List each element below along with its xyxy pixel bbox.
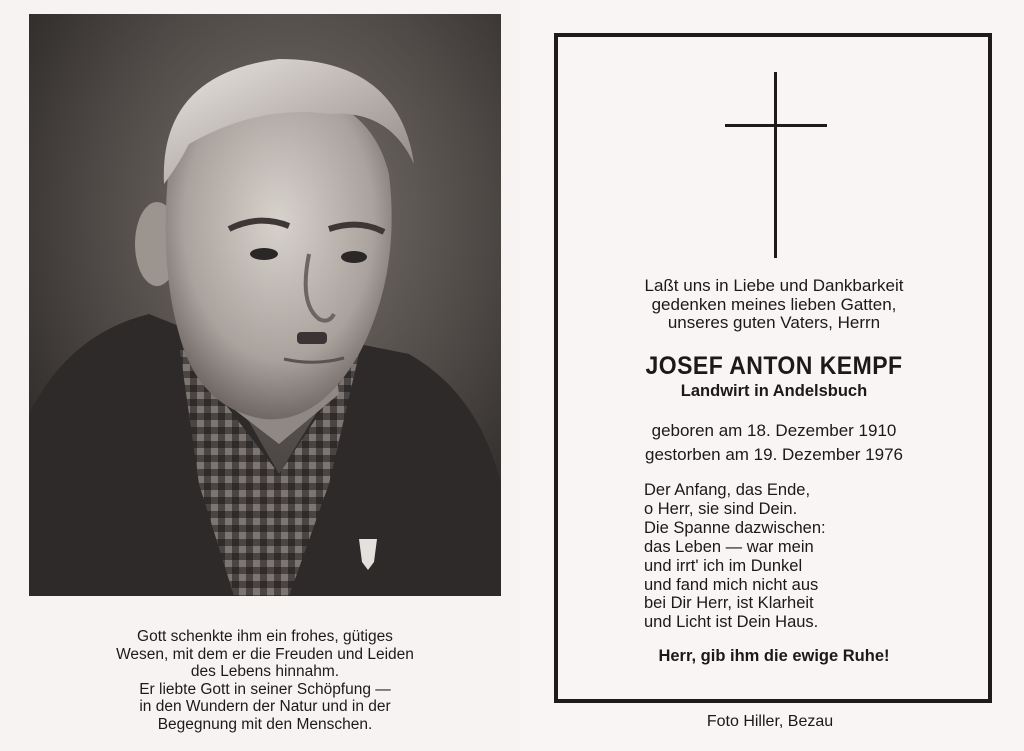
cross-icon-vertical: [774, 72, 777, 258]
intro-text: [574, 277, 974, 333]
tribute-line: Er liebte Gott in seiner Schöpfung —: [139, 680, 391, 698]
life-dates: [574, 419, 974, 467]
portrait-photo: [29, 14, 501, 596]
poem-line: o Herr, sie sind Dein.: [644, 499, 798, 518]
prayer-line: Herr, gib ihm die ewige Ruhe!: [658, 647, 890, 665]
poem-line: das Leben — war mein: [644, 537, 814, 556]
tribute-line: des Lebens hinnahm.: [190, 663, 340, 681]
poem-line: und irrt' ich im Dunkel: [644, 556, 803, 575]
tribute-line: in den Wundern der Natur und in der: [139, 698, 391, 716]
occupation: Landwirt in Andelsbuch: [680, 382, 868, 400]
photographer-credit: Foto Hiller, Bezau: [706, 713, 834, 730]
portrait-illustration: [29, 14, 501, 596]
poem: [644, 481, 894, 632]
tribute-text: [40, 628, 490, 734]
intro-line: unseres guten Vaters, Herrn: [667, 313, 881, 332]
poem-line: Der Anfang, das Ende,: [644, 481, 811, 499]
poem-line: und fand mich nicht aus: [644, 575, 819, 594]
deceased-name: JOSEF ANTON KEMPF: [645, 352, 903, 380]
tribute-line: Begegnung mit den Menschen.: [157, 715, 373, 733]
death-date: gestorben am 19. Dezember 1976: [645, 445, 903, 464]
poem-line: bei Dir Herr, ist Klarheit: [644, 594, 814, 613]
cross-icon-horizontal: [725, 124, 827, 127]
tribute-line: Wesen, mit dem er die Freuden und Leiden: [116, 645, 414, 663]
intro-line: gedenken meines lieben Gatten,: [651, 294, 897, 314]
tribute-line: Gott schenkte ihm ein frohes, gütiges: [137, 628, 393, 645]
right-card: [520, 0, 1024, 751]
poem-line: Die Spanne dazwischen:: [644, 518, 826, 537]
intro-line: Laßt uns in Liebe und Dankbarkeit: [644, 276, 904, 295]
birth-date: geboren am 18. Dezember 1910: [651, 421, 897, 440]
poem-line: und Licht ist Dein Haus.: [644, 613, 819, 632]
